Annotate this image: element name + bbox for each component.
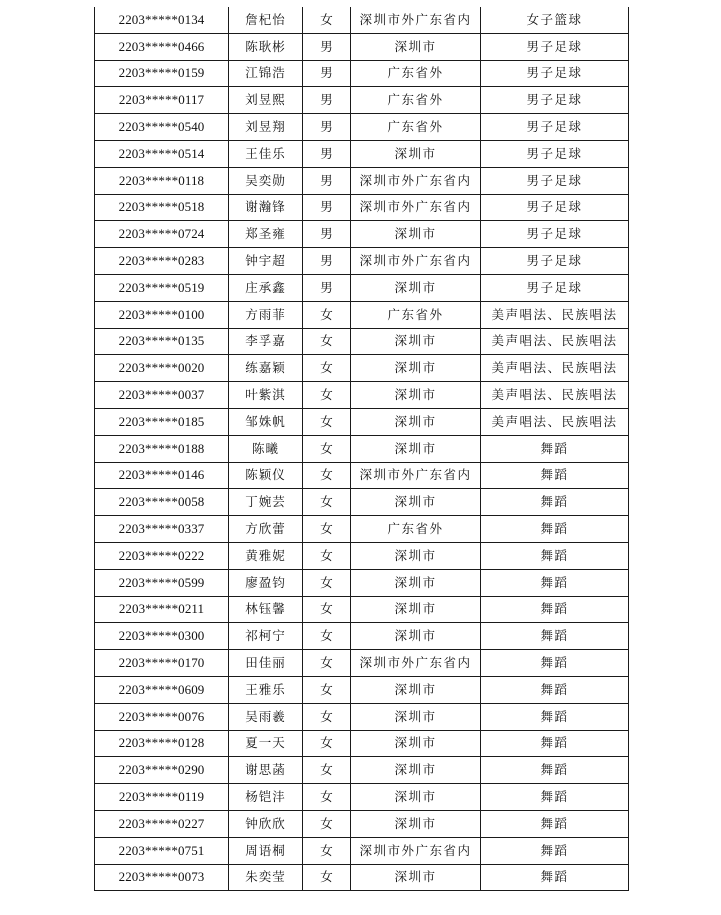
- region-cell: 深圳市外广东省内: [351, 167, 481, 194]
- table-row: [95, 569, 629, 596]
- student-name-cell: 田佳丽: [229, 650, 303, 677]
- specialty-item-cell: 男子足球: [481, 140, 629, 167]
- student-name-cell: 王雅乐: [229, 676, 303, 703]
- student-name-cell: 黄雅妮: [229, 542, 303, 569]
- table-row: [95, 757, 629, 784]
- table-row: [95, 784, 629, 811]
- specialty-item-cell: 舞蹈: [481, 623, 629, 650]
- gender-cell: 男: [303, 114, 351, 141]
- id-number-cell: 2203*****0118: [95, 167, 229, 194]
- table-row: [95, 274, 629, 301]
- region-cell: 深圳市: [351, 596, 481, 623]
- table-row: [95, 248, 629, 275]
- region-cell: 深圳市: [351, 328, 481, 355]
- id-number-cell: 2203*****0188: [95, 435, 229, 462]
- specialty-item-cell: 男子足球: [481, 114, 629, 141]
- gender-cell: 女: [303, 382, 351, 409]
- specialty-item-cell: 舞蹈: [481, 569, 629, 596]
- id-number-cell: 2203*****0135: [95, 328, 229, 355]
- student-name-cell: 庄承鑫: [229, 274, 303, 301]
- specialty-item-cell: 舞蹈: [481, 542, 629, 569]
- id-number-cell: 2203*****0100: [95, 301, 229, 328]
- student-name-cell: 钟宇超: [229, 248, 303, 275]
- table-row: [95, 703, 629, 730]
- table-row: [95, 489, 629, 516]
- id-number-cell: 2203*****0211: [95, 596, 229, 623]
- student-list-table: [94, 7, 629, 891]
- gender-cell: 男: [303, 140, 351, 167]
- id-number-cell: 2203*****0185: [95, 408, 229, 435]
- gender-cell: 女: [303, 516, 351, 543]
- id-number-cell: 2203*****0076: [95, 703, 229, 730]
- document-page: [94, 7, 628, 890]
- specialty-item-cell: 美声唱法、民族唱法: [481, 382, 629, 409]
- id-number-cell: 2203*****0134: [95, 7, 229, 33]
- student-name-cell: 练嘉颖: [229, 355, 303, 382]
- table-row: [95, 301, 629, 328]
- region-cell: 深圳市: [351, 274, 481, 301]
- specialty-item-cell: 舞蹈: [481, 864, 629, 891]
- gender-cell: 男: [303, 194, 351, 221]
- gender-cell: 女: [303, 355, 351, 382]
- gender-cell: 女: [303, 301, 351, 328]
- specialty-item-cell: 男子足球: [481, 274, 629, 301]
- table-row: [95, 516, 629, 543]
- specialty-item-cell: 舞蹈: [481, 462, 629, 489]
- id-number-cell: 2203*****0751: [95, 837, 229, 864]
- id-number-cell: 2203*****0058: [95, 489, 229, 516]
- gender-cell: 男: [303, 87, 351, 114]
- student-name-cell: 陈颖仪: [229, 462, 303, 489]
- gender-cell: 男: [303, 33, 351, 60]
- specialty-item-cell: 舞蹈: [481, 676, 629, 703]
- specialty-item-cell: 美声唱法、民族唱法: [481, 328, 629, 355]
- id-number-cell: 2203*****0599: [95, 569, 229, 596]
- specialty-item-cell: 男子足球: [481, 60, 629, 87]
- student-name-cell: 方欣蕾: [229, 516, 303, 543]
- specialty-item-cell: 男子足球: [481, 33, 629, 60]
- id-number-cell: 2203*****0609: [95, 676, 229, 703]
- table-row: [95, 167, 629, 194]
- id-number-cell: 2203*****0227: [95, 810, 229, 837]
- region-cell: 深圳市: [351, 140, 481, 167]
- id-number-cell: 2203*****0290: [95, 757, 229, 784]
- region-cell: 深圳市: [351, 221, 481, 248]
- gender-cell: 女: [303, 489, 351, 516]
- id-number-cell: 2203*****0300: [95, 623, 229, 650]
- student-name-cell: 杨铠沣: [229, 784, 303, 811]
- specialty-item-cell: 舞蹈: [481, 703, 629, 730]
- id-number-cell: 2203*****0146: [95, 462, 229, 489]
- table-row: [95, 542, 629, 569]
- table-row: [95, 837, 629, 864]
- gender-cell: 女: [303, 730, 351, 757]
- region-cell: 深圳市: [351, 784, 481, 811]
- gender-cell: 女: [303, 810, 351, 837]
- specialty-item-cell: 舞蹈: [481, 435, 629, 462]
- region-cell: 深圳市外广东省内: [351, 837, 481, 864]
- student-name-cell: 吴雨羲: [229, 703, 303, 730]
- gender-cell: 女: [303, 462, 351, 489]
- student-name-cell: 谢思菡: [229, 757, 303, 784]
- region-cell: 广东省外: [351, 87, 481, 114]
- region-cell: 深圳市: [351, 408, 481, 435]
- student-name-cell: 林钰馨: [229, 596, 303, 623]
- table-row: [95, 435, 629, 462]
- gender-cell: 女: [303, 408, 351, 435]
- student-name-cell: 朱奕莹: [229, 864, 303, 891]
- region-cell: 深圳市: [351, 757, 481, 784]
- region-cell: 深圳市: [351, 435, 481, 462]
- id-number-cell: 2203*****0724: [95, 221, 229, 248]
- gender-cell: 女: [303, 569, 351, 596]
- student-name-cell: 王佳乐: [229, 140, 303, 167]
- table-row: [95, 7, 629, 33]
- id-number-cell: 2203*****0519: [95, 274, 229, 301]
- specialty-item-cell: 美声唱法、民族唱法: [481, 408, 629, 435]
- table-row: [95, 33, 629, 60]
- table-row: [95, 140, 629, 167]
- table-body: [95, 7, 629, 891]
- id-number-cell: 2203*****0170: [95, 650, 229, 677]
- gender-cell: 男: [303, 274, 351, 301]
- table-row: [95, 623, 629, 650]
- table-row: [95, 355, 629, 382]
- student-name-cell: 周语桐: [229, 837, 303, 864]
- region-cell: 深圳市外广东省内: [351, 7, 481, 33]
- region-cell: 广东省外: [351, 301, 481, 328]
- specialty-item-cell: 舞蹈: [481, 730, 629, 757]
- specialty-item-cell: 舞蹈: [481, 810, 629, 837]
- specialty-item-cell: 男子足球: [481, 167, 629, 194]
- region-cell: 广东省外: [351, 114, 481, 141]
- gender-cell: 女: [303, 676, 351, 703]
- id-number-cell: 2203*****0283: [95, 248, 229, 275]
- gender-cell: 女: [303, 757, 351, 784]
- id-number-cell: 2203*****0222: [95, 542, 229, 569]
- specialty-item-cell: 舞蹈: [481, 650, 629, 677]
- student-name-cell: 刘昱熙: [229, 87, 303, 114]
- table-row: [95, 864, 629, 891]
- table-row: [95, 114, 629, 141]
- region-cell: 深圳市: [351, 730, 481, 757]
- gender-cell: 女: [303, 864, 351, 891]
- gender-cell: 女: [303, 435, 351, 462]
- id-number-cell: 2203*****0466: [95, 33, 229, 60]
- table-row: [95, 221, 629, 248]
- table-row: [95, 194, 629, 221]
- student-name-cell: 李孚嘉: [229, 328, 303, 355]
- student-name-cell: 陈曦: [229, 435, 303, 462]
- specialty-item-cell: 男子足球: [481, 221, 629, 248]
- table-row: [95, 408, 629, 435]
- region-cell: 深圳市: [351, 355, 481, 382]
- region-cell: 广东省外: [351, 516, 481, 543]
- table-row: [95, 60, 629, 87]
- student-name-cell: 祁柯宁: [229, 623, 303, 650]
- id-number-cell: 2203*****0540: [95, 114, 229, 141]
- region-cell: 深圳市: [351, 33, 481, 60]
- region-cell: 深圳市: [351, 623, 481, 650]
- gender-cell: 女: [303, 328, 351, 355]
- id-number-cell: 2203*****0159: [95, 60, 229, 87]
- specialty-item-cell: 美声唱法、民族唱法: [481, 301, 629, 328]
- student-name-cell: 陈耿彬: [229, 33, 303, 60]
- region-cell: 广东省外: [351, 60, 481, 87]
- id-number-cell: 2203*****0117: [95, 87, 229, 114]
- region-cell: 深圳市外广东省内: [351, 650, 481, 677]
- student-name-cell: 廖盈钧: [229, 569, 303, 596]
- specialty-item-cell: 女子篮球: [481, 7, 629, 33]
- student-name-cell: 詹杞怡: [229, 7, 303, 33]
- table-row: [95, 596, 629, 623]
- gender-cell: 女: [303, 650, 351, 677]
- id-number-cell: 2203*****0518: [95, 194, 229, 221]
- region-cell: 深圳市: [351, 864, 481, 891]
- table-row: [95, 328, 629, 355]
- id-number-cell: 2203*****0337: [95, 516, 229, 543]
- student-name-cell: 夏一天: [229, 730, 303, 757]
- table-row: [95, 382, 629, 409]
- id-number-cell: 2203*****0128: [95, 730, 229, 757]
- gender-cell: 女: [303, 596, 351, 623]
- region-cell: 深圳市: [351, 676, 481, 703]
- student-name-cell: 郑圣雍: [229, 221, 303, 248]
- gender-cell: 女: [303, 703, 351, 730]
- student-name-cell: 叶紫淇: [229, 382, 303, 409]
- region-cell: 深圳市外广东省内: [351, 194, 481, 221]
- region-cell: 深圳市: [351, 703, 481, 730]
- region-cell: 深圳市: [351, 489, 481, 516]
- gender-cell: 女: [303, 7, 351, 33]
- gender-cell: 女: [303, 837, 351, 864]
- region-cell: 深圳市外广东省内: [351, 462, 481, 489]
- gender-cell: 男: [303, 221, 351, 248]
- student-name-cell: 吴奕勋: [229, 167, 303, 194]
- specialty-item-cell: 舞蹈: [481, 516, 629, 543]
- specialty-item-cell: 舞蹈: [481, 837, 629, 864]
- specialty-item-cell: 舞蹈: [481, 757, 629, 784]
- specialty-item-cell: 男子足球: [481, 194, 629, 221]
- gender-cell: 女: [303, 542, 351, 569]
- table-row: [95, 462, 629, 489]
- id-number-cell: 2203*****0073: [95, 864, 229, 891]
- gender-cell: 男: [303, 60, 351, 87]
- specialty-item-cell: 男子足球: [481, 87, 629, 114]
- region-cell: 深圳市: [351, 810, 481, 837]
- specialty-item-cell: 男子足球: [481, 248, 629, 275]
- id-number-cell: 2203*****0020: [95, 355, 229, 382]
- table-row: [95, 730, 629, 757]
- region-cell: 深圳市: [351, 542, 481, 569]
- gender-cell: 女: [303, 784, 351, 811]
- specialty-item-cell: 美声唱法、民族唱法: [481, 355, 629, 382]
- id-number-cell: 2203*****0119: [95, 784, 229, 811]
- student-name-cell: 邹姝帆: [229, 408, 303, 435]
- gender-cell: 男: [303, 248, 351, 275]
- table-row: [95, 810, 629, 837]
- student-name-cell: 丁婉芸: [229, 489, 303, 516]
- id-number-cell: 2203*****0514: [95, 140, 229, 167]
- region-cell: 深圳市外广东省内: [351, 248, 481, 275]
- student-name-cell: 江锦浩: [229, 60, 303, 87]
- student-name-cell: 钟欣欣: [229, 810, 303, 837]
- gender-cell: 男: [303, 167, 351, 194]
- table-row: [95, 650, 629, 677]
- region-cell: 深圳市: [351, 569, 481, 596]
- student-name-cell: 方雨菲: [229, 301, 303, 328]
- specialty-item-cell: 舞蹈: [481, 784, 629, 811]
- specialty-item-cell: 舞蹈: [481, 596, 629, 623]
- student-name-cell: 刘昱翔: [229, 114, 303, 141]
- id-number-cell: 2203*****0037: [95, 382, 229, 409]
- gender-cell: 女: [303, 623, 351, 650]
- student-name-cell: 谢瀚锋: [229, 194, 303, 221]
- specialty-item-cell: 舞蹈: [481, 489, 629, 516]
- region-cell: 深圳市: [351, 382, 481, 409]
- table-row: [95, 676, 629, 703]
- table-row: [95, 87, 629, 114]
